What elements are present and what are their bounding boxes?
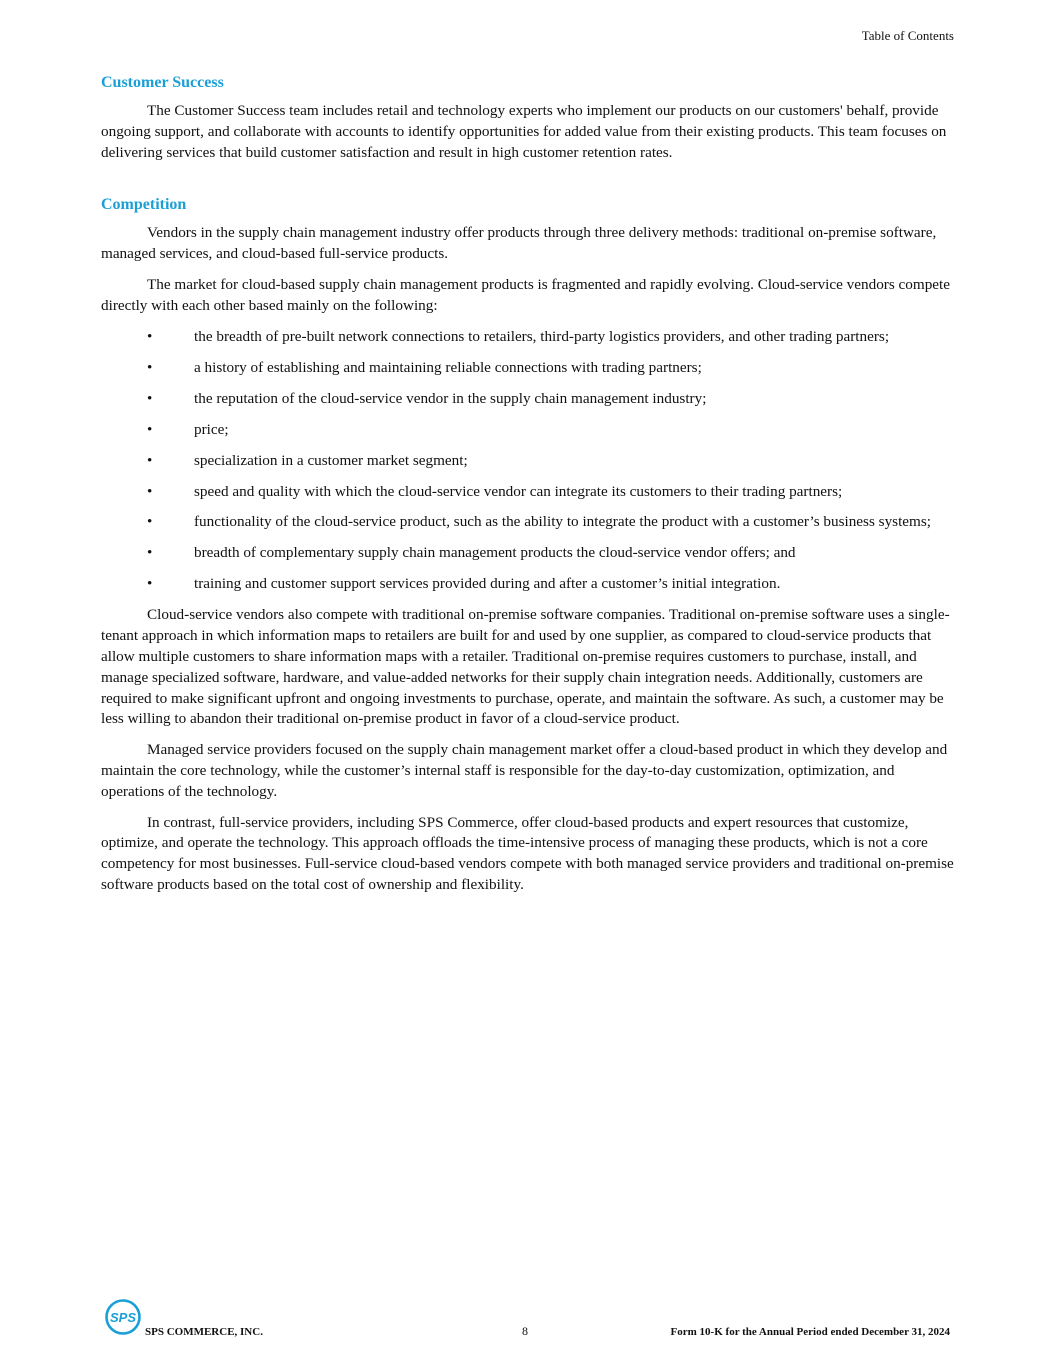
- list-item: • specialization in a customer market segment;: [101, 451, 954, 472]
- customer-success-paragraph: The Customer Success team includes retail and technology experts who implement our products on our customers' behalf, provide ongoing support, and collaborate with accounts to identify opportunities for added value from their existing products. This team focuses on delivering services that build customer satisfaction and result in high customer retention rates.: [101, 102, 947, 161]
- bullet-marker: •: [147, 389, 153, 407]
- page-footer: [0, 1296, 1055, 1346]
- competition-factors-list: [101, 327, 954, 596]
- bullet-marker: •: [147, 482, 153, 500]
- list-item: • a history of establishing and maintaining reliable connections with trading partners;: [101, 358, 954, 379]
- competition-paragraph-2: The market for cloud-based supply chain management products is fragmented and rapidly evolving. Cloud-service vendors compete directly with each other based mainly on the following:: [101, 275, 951, 314]
- table-of-contents-link[interactable]: Table of Contents: [861, 28, 954, 43]
- svg-text:SPS: SPS: [109, 1310, 137, 1325]
- competition-paragraph-4: Managed service providers focused on the supply chain management market offer a cloud-based product in which they develop and maintain the core technology, while the customer’s internal staff is responsible for the day-to-day customization, optimization, and operations of the technology.: [101, 741, 948, 800]
- form-title: Form 10-K for the Annual Period ended December 31, 2024: [670, 1326, 950, 1338]
- competition-paragraph-1: Vendors in the supply chain management industry offer products through three delivery methods: traditional on-premise software, managed services, and cloud-based full-service products.: [101, 224, 937, 263]
- list-item: • the breadth of pre-built network connections to retailers, third-party logistics providers, and other trading partners;: [101, 327, 954, 348]
- bullet-marker: •: [147, 513, 153, 531]
- list-item: • speed and quality with which the cloud-service vendor can integrate its customers to their trading partners;: [101, 482, 954, 503]
- company-name: SPS COMMERCE, INC.: [145, 1326, 263, 1338]
- bullet-marker: •: [147, 575, 153, 593]
- list-item: • training and customer support services provided during and after a customer’s initial integration.: [101, 574, 954, 595]
- sps-commerce-logo-icon: [104, 1298, 142, 1336]
- bullet-marker: •: [147, 451, 153, 469]
- bullet-marker: •: [147, 327, 153, 345]
- customer-success-heading: Customer Success: [101, 74, 224, 91]
- competition-paragraph-3: Cloud-service vendors also compete with traditional on-premise software companies. Traditional on-premise software uses a single-tenant approach in which information maps to retailers are built for and used by one supplier, as compared to cloud-service products that allow multiple customers to share information maps with a retailer. Traditional on-premise requires customers to purchase, install, and manage specialized software, hardware, and value-added networks for their supply chain integration needs. Additionally, customers are required to make significant upfront and ongoing investments to purchase, operate, and maintain the software. As such, a customer may be less willing to abandon their traditional on-premise product in favor of a cloud-service product.: [101, 606, 950, 728]
- list-item: • price;: [101, 420, 954, 441]
- bullet-marker: •: [147, 544, 153, 562]
- list-item: • functionality of the cloud-service product, such as the ability to integrate the product with a customer’s business systems;: [101, 512, 954, 533]
- list-item: • the reputation of the cloud-service vendor in the supply chain management industry;: [101, 389, 954, 410]
- competition-paragraph-5: In contrast, full-service providers, including SPS Commerce, offer cloud-based products and expert resources that customize, optimize, and operate the technology. This approach offloads the time-intensive process of managing these products, which is not a core competency for most businesses. Full-service cloud-based vendors compete with both managed service providers and traditional on-premise software products based on the total cost of ownership and flexibility.: [101, 813, 954, 893]
- page-number: 8: [522, 1324, 528, 1338]
- list-item: • breadth of complementary supply chain management products the cloud-service vendor offers; and: [101, 543, 954, 564]
- bullet-marker: •: [147, 420, 153, 438]
- bullet-marker: •: [147, 358, 153, 376]
- page-content: [101, 72, 954, 906]
- competition-heading: Competition: [101, 196, 187, 214]
